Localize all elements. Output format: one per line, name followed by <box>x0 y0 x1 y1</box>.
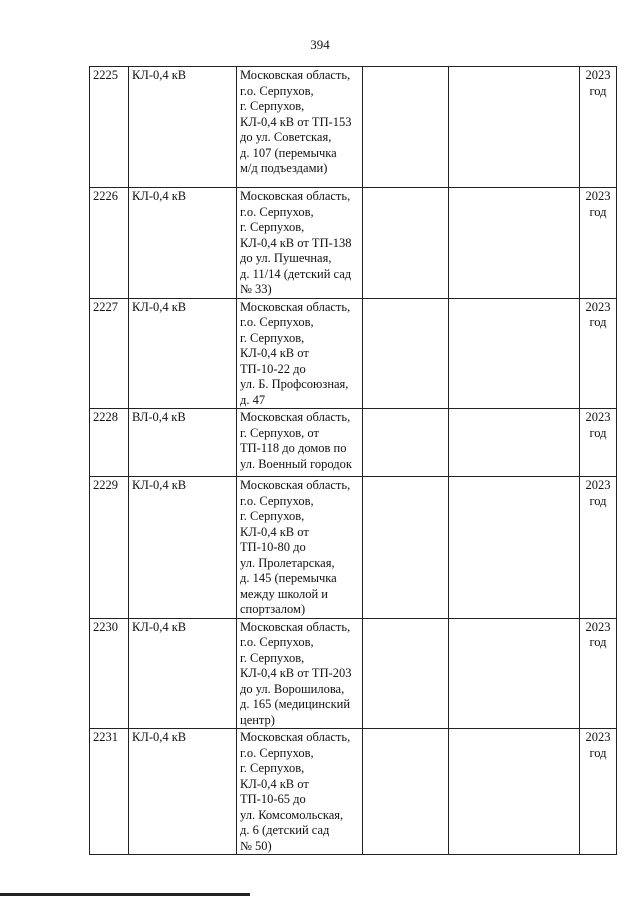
year-value: 2023 <box>585 410 611 424</box>
row-number: 2230 <box>90 618 129 729</box>
row-number: 2226 <box>90 188 129 299</box>
year-cell <box>580 409 617 477</box>
year-unit: год <box>589 635 607 649</box>
empty-cell <box>363 188 449 299</box>
year-unit: год <box>589 425 607 440</box>
empty-cell <box>449 188 580 299</box>
empty-cell <box>363 729 449 855</box>
year-unit: год <box>589 315 607 329</box>
registry-table <box>89 66 617 855</box>
empty-cell <box>449 298 580 409</box>
line-address: Московская область, г. Серпухов, от ТП-118 до домов по ул. Военный городок <box>237 409 363 477</box>
empty-cell <box>449 477 580 619</box>
year-cell <box>580 618 617 729</box>
line-type: КЛ-0,4 кВ <box>129 298 237 409</box>
empty-cell <box>449 409 580 477</box>
year-cell <box>580 188 617 299</box>
row-number: 2228 <box>90 409 129 477</box>
row-number: 2227 <box>90 298 129 409</box>
table-row <box>90 477 617 619</box>
year-cell <box>580 67 617 188</box>
year-unit: год <box>589 83 607 98</box>
table-row <box>90 618 617 729</box>
year-value: 2023 <box>585 189 611 203</box>
line-address: Московская область, г.о. Серпухов, г. Серпухов, КЛ-0,4 кВ от ТП-203 до ул. Ворошилова, д. 165 (медицинский центр) <box>237 618 363 729</box>
empty-cell <box>449 729 580 855</box>
line-address: Московская область, г.о. Серпухов, г. Серпухов, КЛ-0,4 кВ от ТП-153 до ул. Советская, д. 107 (перемычка м/д подъездами) <box>237 67 363 188</box>
row-number: 2231 <box>90 729 129 855</box>
empty-cell <box>363 298 449 409</box>
table-row <box>90 409 617 477</box>
table-row <box>90 729 617 855</box>
row-number: 2225 <box>90 67 129 188</box>
line-type: ВЛ-0,4 кВ <box>129 409 237 477</box>
year-value: 2023 <box>585 299 611 314</box>
year-cell <box>580 477 617 619</box>
line-type: КЛ-0,4 кВ <box>129 188 237 299</box>
line-address: Московская область, г.о. Серпухов, г. Серпухов, КЛ-0,4 кВ от ТП-10-22 до ул. Б. Профсоюзная, д. 47 <box>237 298 363 409</box>
year-cell <box>580 298 617 409</box>
line-type: КЛ-0,4 кВ <box>129 729 237 855</box>
table-row <box>90 67 617 188</box>
page-number: 394 <box>310 37 330 52</box>
table-row <box>90 188 617 299</box>
year-cell <box>580 729 617 855</box>
year-unit: год <box>589 493 607 508</box>
empty-cell <box>449 67 580 188</box>
scan-edge-line <box>0 893 250 896</box>
table-row <box>90 298 617 409</box>
year-value: 2023 <box>585 478 611 492</box>
line-type: КЛ-0,4 кВ <box>129 477 237 619</box>
year-value: 2023 <box>585 68 611 82</box>
row-number: 2229 <box>90 477 129 619</box>
line-address: Московская область, г.о. Серпухов, г. Серпухов, КЛ-0,4 кВ от ТП-10-65 до ул. Комсомольская, д. 6 (детский сад № 50) <box>237 729 363 855</box>
line-type: КЛ-0,4 кВ <box>129 618 237 729</box>
empty-cell <box>363 618 449 729</box>
line-address: Московская область, г.о. Серпухов, г. Серпухов, КЛ-0,4 кВ от ТП-10-80 до ул. Пролетарская, д. 145 (перемычка между школой и спортзалом) <box>237 477 363 619</box>
year-value: 2023 <box>585 619 611 634</box>
year-unit: год <box>589 204 607 219</box>
year-value: 2023 <box>585 730 611 744</box>
empty-cell <box>449 618 580 729</box>
line-type: КЛ-0,4 кВ <box>129 67 237 188</box>
empty-cell <box>363 67 449 188</box>
empty-cell <box>363 409 449 477</box>
line-address: Московская область, г.о. Серпухов, г. Серпухов, КЛ-0,4 кВ от ТП-138 до ул. Пушечная, д. 11/14 (детский сад № 33) <box>237 188 363 299</box>
empty-cell <box>363 477 449 619</box>
year-unit: год <box>589 745 607 760</box>
